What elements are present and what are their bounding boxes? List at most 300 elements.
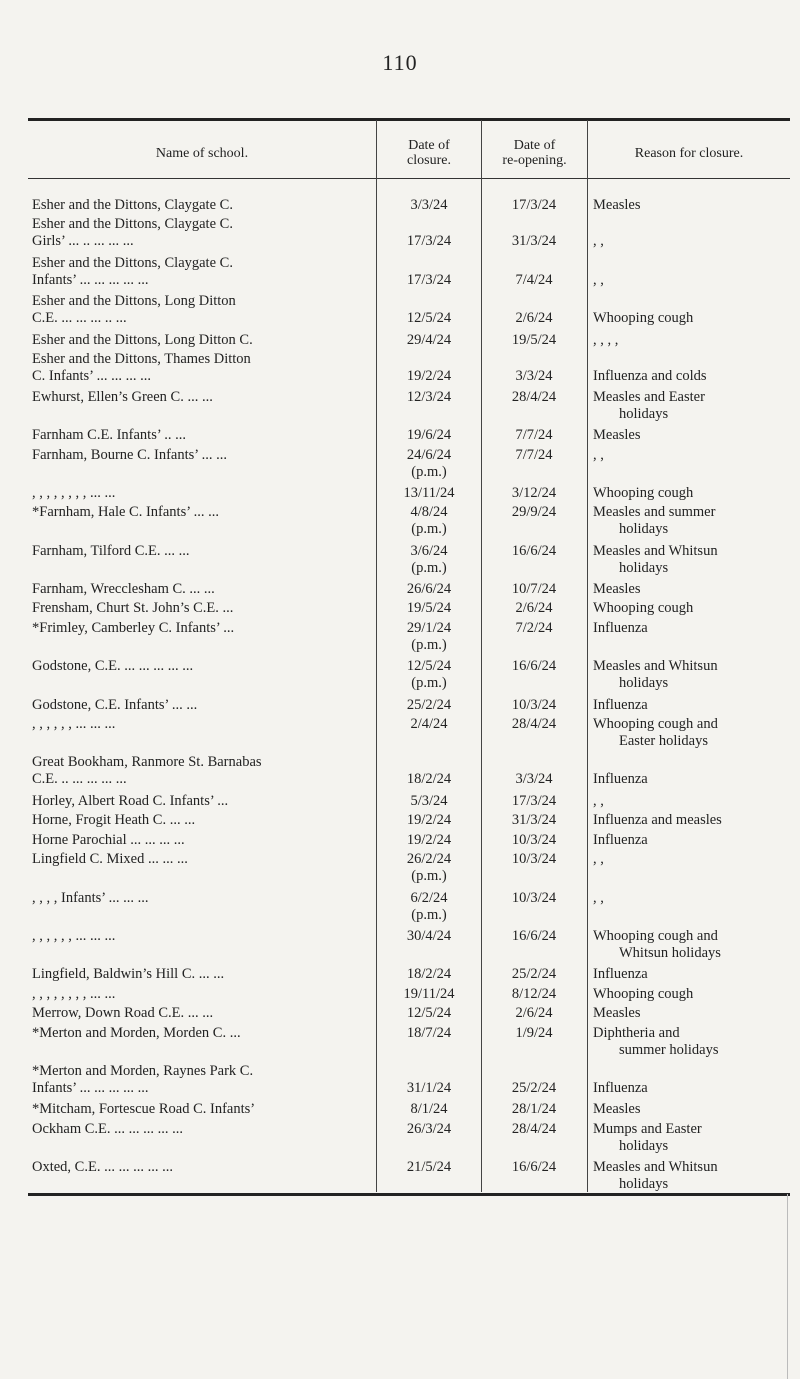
- school-name-line: Esher and the Dittons, Claygate C.: [32, 255, 233, 271]
- closure-reason: [593, 293, 788, 327]
- school-name-line: Farnham, Bourne C. Infants’ ... ...: [32, 447, 228, 463]
- school-name: [32, 1159, 372, 1176]
- closure-date-line: [378, 754, 480, 771]
- school-name-line: *Mitcham, Fortescue Road C. Infants’: [32, 1101, 256, 1117]
- closure-reason: [593, 543, 788, 577]
- closure-reason: [593, 1005, 788, 1022]
- closure-reason: [593, 966, 788, 983]
- closure-date: [378, 427, 480, 444]
- school-name: [32, 581, 372, 598]
- closure-reason-line: , ,: [593, 233, 604, 249]
- closure-date-line: 13/11/24: [403, 485, 455, 501]
- closure-reason: [593, 986, 788, 1003]
- closure-reason-line: summer holidays: [619, 1042, 719, 1058]
- school-name: [32, 1121, 372, 1138]
- closure-reason-line: holidays: [619, 1138, 669, 1154]
- school-name-line: Esher and the Dittons, Long Ditton: [32, 293, 236, 309]
- reopening-date: [482, 216, 586, 250]
- closure-date: [378, 389, 480, 406]
- header-reason: Reason for closure.: [634, 145, 744, 161]
- school-name: [32, 1025, 372, 1042]
- closure-reason-line: Measles and Whitsun: [593, 543, 718, 559]
- reopening-date-line: 2/6/24: [515, 310, 553, 326]
- closure-date-line: 6/2/24: [410, 890, 448, 906]
- reopening-date: [482, 851, 586, 868]
- reopening-date-line: 28/4/24: [511, 389, 557, 405]
- closure-date: [378, 793, 480, 810]
- table-top-rule: [28, 118, 790, 121]
- school-name: [32, 504, 372, 521]
- closure-date-line: 12/3/24: [406, 389, 452, 405]
- school-name: [32, 697, 372, 714]
- closure-date-line: 29/4/24: [406, 332, 452, 348]
- reopening-date-line: 25/2/24: [511, 966, 557, 982]
- closure-date: [378, 581, 480, 598]
- closure-date-line: 26/6/24: [406, 581, 452, 597]
- reopening-date-line: 10/3/24: [511, 832, 557, 848]
- reopening-date: [482, 351, 586, 385]
- table-bottom-rule: [28, 1193, 790, 1196]
- closure-date-line: 26/2/24: [406, 851, 452, 867]
- closure-reason-line: , ,: [593, 793, 604, 809]
- closure-reason: [593, 1101, 788, 1118]
- school-name: [32, 1063, 372, 1097]
- closure-reason-line: Measles and Easter: [593, 389, 705, 405]
- reopening-date: [482, 890, 586, 907]
- school-name-line: *Farnham, Hale C. Infants’ ... ...: [32, 504, 219, 520]
- closure-reason-line: Influenza: [593, 966, 648, 982]
- reopening-date-line: 10/3/24: [511, 697, 557, 713]
- closure-reason: [593, 197, 788, 214]
- closure-date: [378, 851, 480, 885]
- closure-reason: [593, 447, 788, 464]
- closure-date-line: [378, 255, 480, 272]
- closure-reason: [593, 851, 788, 868]
- school-name-line: Lingfield C. Mixed ... ... ...: [32, 851, 188, 867]
- closure-date: [378, 1025, 480, 1042]
- column-divider: [376, 120, 377, 1192]
- reopening-date: [482, 928, 586, 945]
- reopening-date: [482, 197, 586, 214]
- school-name-line: Horley, Albert Road C. Infants’ ...: [32, 793, 229, 809]
- closure-reason-line: Diphtheria and: [593, 1025, 680, 1041]
- closure-date-line: (p.m.): [411, 907, 447, 923]
- closure-reason-line: Measles: [593, 581, 641, 597]
- school-name-line: *Merton and Morden, Morden C. ...: [32, 1025, 241, 1041]
- closure-date-line: (p.m.): [411, 464, 447, 480]
- closure-reason-line: holidays: [619, 406, 669, 422]
- reopening-date: [482, 293, 586, 327]
- reopening-date: [482, 697, 586, 714]
- school-name: [32, 332, 372, 349]
- school-name-line: Godstone, C.E. Infants’ ... ...: [32, 697, 198, 713]
- header-closure: Date of closure.: [407, 138, 451, 168]
- school-name: [32, 485, 372, 502]
- reopening-date: [482, 986, 586, 1003]
- reopening-date-line: 10/7/24: [511, 581, 557, 597]
- closure-reason: [593, 332, 788, 349]
- closure-reason: [593, 389, 788, 423]
- school-name: [32, 351, 372, 385]
- reopening-date-line: 31/3/24: [511, 233, 557, 249]
- closure-reason-line: , ,: [593, 890, 604, 906]
- reopening-date-line: 29/9/24: [511, 504, 557, 520]
- closure-date-line: (p.m.): [411, 637, 447, 653]
- school-name: [32, 447, 372, 464]
- school-name-line: Merrow, Down Road C.E. ... ...: [32, 1005, 214, 1021]
- closure-reason-line: Measles and summer: [593, 504, 716, 520]
- closure-date: [378, 1101, 480, 1118]
- reopening-date: [482, 543, 586, 560]
- reopening-date: [482, 716, 586, 733]
- closure-date-line: 25/2/24: [406, 697, 452, 713]
- reopening-date-line: 16/6/24: [511, 658, 557, 674]
- reopening-date: [482, 581, 586, 598]
- closure-date: [378, 504, 480, 538]
- closure-reason-line: Whooping cough and: [593, 716, 718, 732]
- closure-date: [378, 658, 480, 692]
- closure-date-line: 26/3/24: [406, 1121, 452, 1137]
- closure-reason-line: holidays: [619, 521, 669, 537]
- school-name-line: Horne, Frogit Heath C. ... ...: [32, 812, 196, 828]
- closure-reason: [593, 754, 788, 788]
- closure-reason: [593, 600, 788, 617]
- reopening-date-line: 28/4/24: [511, 1121, 557, 1137]
- reopening-date-line: 1/9/24: [515, 1025, 553, 1041]
- closure-reason-line: Whooping cough: [593, 310, 694, 326]
- closure-reason-line: Influenza and measles: [593, 812, 722, 828]
- school-name-line: , , , , , , ... ... ...: [32, 928, 116, 944]
- closure-date-line: 17/3/24: [406, 233, 452, 249]
- reopening-date-line: 31/3/24: [511, 812, 557, 828]
- school-name: [32, 620, 372, 637]
- closure-date-line: 19/2/24: [406, 812, 452, 828]
- closure-date: [378, 716, 480, 733]
- closure-reason-line: Influenza and colds: [593, 368, 707, 384]
- school-name-line: Ockham C.E. ... ... ... ... ...: [32, 1121, 184, 1137]
- reopening-date-line: 3/3/24: [515, 368, 553, 384]
- closure-date: [378, 697, 480, 714]
- closure-date: [378, 890, 480, 924]
- closure-reason-line: Measles: [593, 1005, 641, 1021]
- school-name-line: C.E. .. ... ... ... ...: [32, 771, 127, 787]
- reopening-date: [482, 966, 586, 983]
- closure-date: [378, 986, 480, 1003]
- closure-reason: [593, 832, 788, 849]
- reopening-date-line: 28/4/24: [511, 716, 557, 732]
- closure-reason-line: [593, 351, 788, 368]
- school-name-line: Farnham, Tilford C.E. ... ...: [32, 543, 190, 559]
- closure-reason: [593, 1063, 788, 1097]
- school-name-line: Oxted, C.E. ... ... ... ... ...: [32, 1159, 173, 1175]
- closure-reason-line: , , , ,: [593, 332, 619, 348]
- school-name: [32, 966, 372, 983]
- school-name: [32, 1005, 372, 1022]
- closure-date-line: 5/3/24: [410, 793, 448, 809]
- closure-date: [378, 832, 480, 849]
- closure-date-line: [378, 1063, 480, 1080]
- reopening-date-line: 10/3/24: [511, 851, 557, 867]
- closure-date: [378, 966, 480, 983]
- closure-date-line: 19/6/24: [406, 427, 452, 443]
- closure-reason-line: Measles: [593, 427, 641, 443]
- closure-date-line: 2/4/24: [410, 716, 448, 732]
- school-name: [32, 427, 372, 444]
- closure-reason-line: Influenza: [593, 771, 648, 787]
- closure-date: [378, 1005, 480, 1022]
- reopening-date-line: 3/12/24: [511, 485, 557, 501]
- closure-reason-line: , ,: [593, 272, 604, 288]
- school-name-line: Horne Parochial ... ... ... ...: [32, 832, 185, 848]
- reopening-date-line: 10/3/24: [511, 890, 557, 906]
- school-name: [32, 754, 372, 788]
- closure-reason-line: Whitsun holidays: [619, 945, 721, 961]
- closure-date-line: 3/6/24: [410, 543, 448, 559]
- column-divider: [587, 120, 588, 1192]
- school-name-line: Great Bookham, Ranmore St. Barnabas: [32, 754, 262, 770]
- reopening-date-line: 16/6/24: [511, 928, 557, 944]
- school-name-line: , , , , Infants’ ... ... ...: [32, 890, 149, 906]
- reopening-date-line: 7/4/24: [515, 272, 553, 288]
- closure-date-line: [378, 216, 480, 233]
- school-name-line: Farnham C.E. Infants’ .. ...: [32, 427, 186, 443]
- header-reopening: Date of re-opening.: [502, 138, 567, 168]
- reopening-date-line: 7/2/24: [515, 620, 553, 636]
- closure-reason-line: Measles: [593, 1101, 641, 1117]
- school-name-line: C.E. ... ... ... .. ...: [32, 310, 127, 326]
- closure-reason-line: Influenza: [593, 620, 648, 636]
- closure-date-line: 12/5/24: [406, 310, 452, 326]
- closure-date-line: 17/3/24: [406, 272, 452, 288]
- school-name: [32, 255, 372, 289]
- school-name: [32, 216, 372, 250]
- reopening-date-line: 7/7/24: [515, 427, 553, 443]
- closure-reason-line: holidays: [619, 1176, 669, 1192]
- closure-date-line: 3/3/24: [410, 197, 448, 213]
- school-name-line: Ewhurst, Ellen’s Green C. ... ...: [32, 389, 213, 405]
- closure-reason: [593, 485, 788, 502]
- closure-date-line: 19/11/24: [403, 986, 455, 1002]
- closure-date-line: 19/2/24: [406, 368, 452, 384]
- closure-date-line: 12/5/24: [406, 658, 452, 674]
- reopening-date: [482, 504, 586, 521]
- closure-date-line: 31/1/24: [406, 1080, 452, 1096]
- closure-date: [378, 332, 480, 349]
- school-name-line: Esher and the Dittons, Claygate C.: [32, 216, 233, 232]
- closure-date: [378, 543, 480, 577]
- reopening-date: [482, 793, 586, 810]
- school-name-line: Esher and the Dittons, Claygate C.: [32, 197, 233, 213]
- reopening-date: [482, 1063, 586, 1097]
- closure-reason-line: Measles and Whitsun: [593, 1159, 718, 1175]
- closure-date-line: (p.m.): [411, 521, 447, 537]
- closure-reason: [593, 812, 788, 829]
- closure-reason-line: Influenza: [593, 832, 648, 848]
- reopening-date: [482, 1121, 586, 1138]
- school-name-line: Lingfield, Baldwin’s Hill C. ... ...: [32, 966, 225, 982]
- school-name-line: Godstone, C.E. ... ... ... ... ...: [32, 658, 194, 674]
- school-name: [32, 986, 372, 1003]
- closure-reason-line: [593, 1063, 788, 1080]
- closure-reason-line: Measles: [593, 197, 641, 213]
- school-name-line: , , , , , , , , ... ...: [32, 986, 116, 1002]
- closure-date: [378, 1063, 480, 1097]
- closure-date: [378, 351, 480, 385]
- closure-date: [378, 255, 480, 289]
- closure-date-line: 29/1/24: [406, 620, 452, 636]
- closure-date: [378, 197, 480, 214]
- reopening-date: [482, 332, 586, 349]
- closure-reason: [593, 620, 788, 637]
- closure-reason-line: [593, 293, 788, 310]
- school-name-line: C. Infants’ ... ... ... ...: [32, 368, 151, 384]
- reopening-date-line: 8/12/24: [511, 986, 557, 1002]
- reopening-date: [482, 658, 586, 675]
- school-name-line: Frensham, Churt St. John’s C.E. ...: [32, 600, 234, 616]
- closure-reason: [593, 1025, 788, 1059]
- closure-date-line: 8/1/24: [410, 1101, 448, 1117]
- closure-date-line: [378, 351, 480, 368]
- reopening-date: [482, 1025, 586, 1042]
- closure-reason-line: holidays: [619, 675, 669, 691]
- reopening-date-line: 2/6/24: [515, 1005, 553, 1021]
- closure-date-line: 18/2/24: [406, 966, 452, 982]
- closure-reason-line: [593, 216, 788, 233]
- closure-date-line: (p.m.): [411, 560, 447, 576]
- closure-reason: [593, 216, 788, 250]
- closure-date: [378, 620, 480, 654]
- closure-date-line: 18/2/24: [406, 771, 452, 787]
- school-name-line: Infants’ ... ... ... ... ...: [32, 272, 149, 288]
- closure-reason-line: Whooping cough: [593, 485, 694, 501]
- closure-reason-line: Mumps and Easter: [593, 1121, 702, 1137]
- reopening-date: [482, 812, 586, 829]
- closure-date: [378, 600, 480, 617]
- school-name-line: , , , , , , , , ... ...: [32, 485, 116, 501]
- reopening-date: [482, 1159, 586, 1176]
- school-name: [32, 928, 372, 945]
- reopening-date: [482, 485, 586, 502]
- closure-date: [378, 216, 480, 250]
- closure-reason-line: [593, 255, 788, 272]
- header-rule: [28, 178, 790, 179]
- closure-reason-line: Whooping cough: [593, 600, 694, 616]
- closure-date: [378, 1121, 480, 1138]
- reopening-date-line: 17/3/24: [511, 793, 557, 809]
- school-name: [32, 812, 372, 829]
- closure-reason-line: , ,: [593, 447, 604, 463]
- reopening-date-line: 17/3/24: [511, 197, 557, 213]
- school-name-line: , , , , , , ... ... ...: [32, 716, 116, 732]
- closure-date: [378, 754, 480, 788]
- school-name-line: Esher and the Dittons, Long Ditton C.: [32, 332, 253, 348]
- closure-date-line: 18/7/24: [406, 1025, 452, 1041]
- closure-date-line: 21/5/24: [406, 1159, 452, 1175]
- school-name: [32, 293, 372, 327]
- closure-date-line: 19/2/24: [406, 832, 452, 848]
- closure-reason: [593, 716, 788, 750]
- closure-reason: [593, 504, 788, 538]
- reopening-date: [482, 600, 586, 617]
- school-name-line: Girls’ ... .. ... ... ...: [32, 233, 134, 249]
- school-name: [32, 832, 372, 849]
- closure-date-line: (p.m.): [411, 675, 447, 691]
- reopening-date-line: 19/5/24: [511, 332, 557, 348]
- closure-date-line: [378, 293, 480, 310]
- closure-date: [378, 812, 480, 829]
- reopening-date: [482, 620, 586, 637]
- closure-reason-line: Whooping cough: [593, 986, 694, 1002]
- reopening-date-line: 16/6/24: [511, 543, 557, 559]
- closure-reason-line: , ,: [593, 851, 604, 867]
- reopening-date: [482, 255, 586, 289]
- closure-date-line: 12/5/24: [406, 1005, 452, 1021]
- reopening-date: [482, 832, 586, 849]
- closure-date-line: (p.m.): [411, 868, 447, 884]
- closure-date-line: 30/4/24: [406, 928, 452, 944]
- school-name-line: *Frimley, Camberley C. Infants’ ...: [32, 620, 235, 636]
- school-name: [32, 716, 372, 733]
- closure-date: [378, 447, 480, 481]
- reopening-date: [482, 427, 586, 444]
- school-name: [32, 389, 372, 406]
- reopening-date-line: 16/6/24: [511, 1159, 557, 1175]
- reopening-date-line: 2/6/24: [515, 600, 553, 616]
- closure-reason-line: Easter holidays: [619, 733, 708, 749]
- reopening-date: [482, 1005, 586, 1022]
- closure-reason: [593, 928, 788, 962]
- closure-reason-line: Influenza: [593, 1080, 648, 1096]
- school-name: [32, 543, 372, 560]
- closure-reason-line: Influenza: [593, 697, 648, 713]
- closure-reason: [593, 793, 788, 810]
- reopening-date-line: 3/3/24: [515, 771, 553, 787]
- reopening-date: [482, 1101, 586, 1118]
- closure-reason: [593, 351, 788, 385]
- closure-date: [378, 928, 480, 945]
- header-name: Name of school.: [155, 145, 249, 161]
- closure-reason: [593, 1159, 788, 1193]
- reopening-date-line: 28/1/24: [511, 1101, 557, 1117]
- closure-reason: [593, 697, 788, 714]
- school-name: [32, 600, 372, 617]
- closure-date: [378, 485, 480, 502]
- page-edge: [787, 1194, 788, 1379]
- reopening-date-line: 7/7/24: [515, 447, 553, 463]
- closure-reason-line: [593, 754, 788, 771]
- closure-reason-line: Whooping cough and: [593, 928, 718, 944]
- page-number: 110: [382, 50, 418, 75]
- reopening-date: [482, 389, 586, 406]
- school-name: [32, 851, 372, 868]
- closure-date: [378, 1159, 480, 1176]
- closure-reason: [593, 581, 788, 598]
- closure-date-line: 19/5/24: [406, 600, 452, 616]
- closure-reason-line: Measles and Whitsun: [593, 658, 718, 674]
- closure-reason: [593, 658, 788, 692]
- closure-reason: [593, 890, 788, 907]
- school-name: [32, 658, 372, 675]
- reopening-date-line: 25/2/24: [511, 1080, 557, 1096]
- school-name-line: Esher and the Dittons, Thames Ditton: [32, 351, 251, 367]
- school-name: [32, 197, 372, 214]
- school-name-line: *Merton and Morden, Raynes Park C.: [32, 1063, 254, 1079]
- school-name: [32, 890, 372, 907]
- closure-reason: [593, 255, 788, 289]
- closure-date-line: 24/6/24: [406, 447, 452, 463]
- reopening-date: [482, 754, 586, 788]
- closure-reason: [593, 427, 788, 444]
